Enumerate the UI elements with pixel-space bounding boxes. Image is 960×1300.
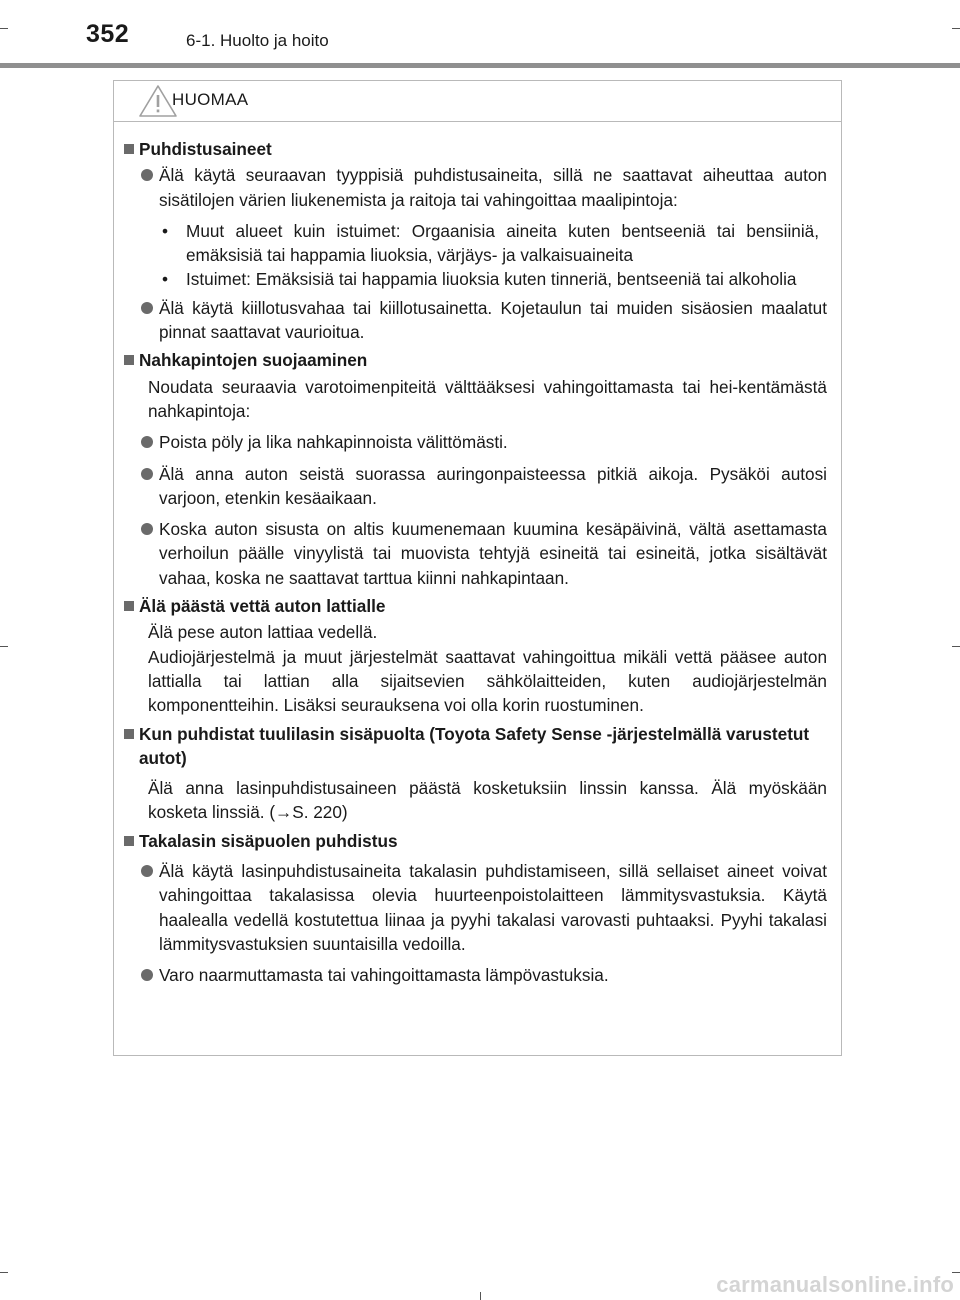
bullet-item xyxy=(141,430,827,454)
bullet-text: Poista pöly ja lika nahkapinnoista välittömästi. xyxy=(159,432,508,453)
sub-bullet-dot-icon: • xyxy=(162,220,169,241)
bullet-item xyxy=(141,963,827,987)
crop-mark-mid-right xyxy=(952,646,960,647)
bullet-item xyxy=(141,462,827,511)
section-heading-text: Kun puhdistat tuulilasin sisäpuolta (Toyota Safety Sense -järjestelmällä varustetut autot) xyxy=(139,723,810,768)
section-heading xyxy=(124,137,827,161)
crop-mark-bottom-left xyxy=(0,1272,8,1273)
section-heading xyxy=(124,829,827,853)
circle-bullet-icon xyxy=(141,523,153,535)
circle-bullet-icon xyxy=(141,865,153,877)
section-heading-text: Nahkapintojen suojaaminen xyxy=(139,350,368,371)
crop-mark-bottom-center xyxy=(480,1292,481,1300)
section-heading-text: Takalasin sisäpuolen puhdistus xyxy=(139,830,398,851)
bullet-text: Älä käytä seuraavan tyyppisiä puhdistusaineita, sillä ne saattavat aiheuttaa auton sisätilojen värien liukenemista ja raitoja tai vahingoittaa maalipintoja: xyxy=(159,165,827,210)
bullet-item xyxy=(141,517,827,590)
paragraph: Audiojärjestelmä ja muut järjestelmät saattavat vahingoittua mikäli vettä pääsee auton lattialla tai lattian alla sijaitsevien sähkölaitteiden, kuten audiojärjestelmän komponentteihin. Lisäksi seurauksena voi olla korin ruostuminen. xyxy=(148,646,827,716)
square-bullet-icon xyxy=(124,601,134,611)
bullet-item xyxy=(141,296,827,345)
sub-bullet-text: Muut alueet kuin istuimet: Orgaanisia aineita kuten bentseeniä tai bensiiniä, emäksisiä tai happamia liuoksia, värjäys- ja valkaisuaineita xyxy=(186,220,819,266)
notice-box xyxy=(113,80,842,1056)
crop-mark-top-right xyxy=(952,28,960,29)
circle-bullet-icon xyxy=(141,969,153,981)
crop-mark-top-left xyxy=(0,28,8,29)
section-heading-text: Puhdistusaineet xyxy=(139,139,272,159)
sub-bullet-item xyxy=(162,219,819,268)
bullet-text: Älä anna auton seistä suorassa auringonpaisteessa pitkiä aikoja. Pysäköi autosi varjoon, etenkin kesäaikaan. xyxy=(159,463,827,508)
square-bullet-icon xyxy=(124,144,134,154)
bullet-item xyxy=(141,859,827,956)
circle-bullet-icon xyxy=(141,436,153,448)
page-number: 352 xyxy=(86,20,130,48)
crop-mark-mid-left xyxy=(0,646,8,647)
bullet-text: Varo naarmuttamasta tai vahingoittamasta lämpövastuksia. xyxy=(159,965,609,986)
section-heading xyxy=(124,594,827,618)
section-heading xyxy=(124,722,827,771)
notice-body xyxy=(114,122,841,988)
square-bullet-icon xyxy=(124,729,134,739)
square-bullet-icon xyxy=(124,355,134,365)
circle-bullet-icon xyxy=(141,169,153,181)
section-title: 6-1. Huolto ja hoito xyxy=(186,31,329,50)
notice-header xyxy=(114,81,841,122)
paragraph: Noudata seuraavia varotoimenpiteitä välttääksesi vahingoittamasta tai hei-kentämästä nahkapintoja: xyxy=(148,376,827,421)
bullet-text: Älä käytä kiillotusvahaa tai kiillotusainetta. Kojetaulun tai muiden sisäosien maalatut pinnat saattavat vaurioitua. xyxy=(159,297,827,343)
sub-bullet-dot-icon: • xyxy=(162,269,169,290)
bullet-item xyxy=(141,163,827,212)
square-bullet-icon xyxy=(124,836,134,846)
bullet-text: Koska auton sisusta on altis kuumenemaan kuumina kesäpäivinä, vältä asettamasta verhoilun päälle vinyylistä tai muovista tehtyjä esineitä tai esineitä, jotka sisältävät vahaa, koska ne saattavat tarttua kiinni nahkapintaan. xyxy=(159,519,827,588)
notice-title: HUOMAA xyxy=(172,90,249,109)
circle-bullet-icon xyxy=(141,468,153,480)
section-heading xyxy=(124,348,827,372)
sub-bullet-item xyxy=(162,267,819,291)
watermark[interactable]: carmanualsonline.info xyxy=(716,1272,954,1297)
header-rule xyxy=(0,63,960,68)
sub-bullet-text: Istuimet: Emäksisiä tai happamia liuoksia kuten tinneriä, bentseeniä tai alkoholia xyxy=(186,269,797,290)
circle-bullet-icon xyxy=(141,302,153,314)
paragraph: Älä anna lasinpuhdistusaineen päästä kosketuksiin linssin kanssa. Älä myöskään kosketa linssiä. (→S. 220) xyxy=(148,778,827,823)
section-heading-text: Älä päästä vettä auton lattialle xyxy=(139,596,386,617)
bullet-text: Älä käytä lasinpuhdistusaineita takalasin puhdistamiseen, sillä sellaiset aineet voivat vahingoittaa takalasissa olevia huurteenpoistolaitteen lämmitysvastuksia. Käytä haalealla vedellä kostutettua liinaa ja pyyhi takalasi varovasti puhtaaksi. Pyyhi takalasi lämmitysvastuksien suuntaisilla vedoilla. xyxy=(159,861,827,954)
paragraph: Älä pese auton lattiaa vedellä. xyxy=(148,622,378,643)
